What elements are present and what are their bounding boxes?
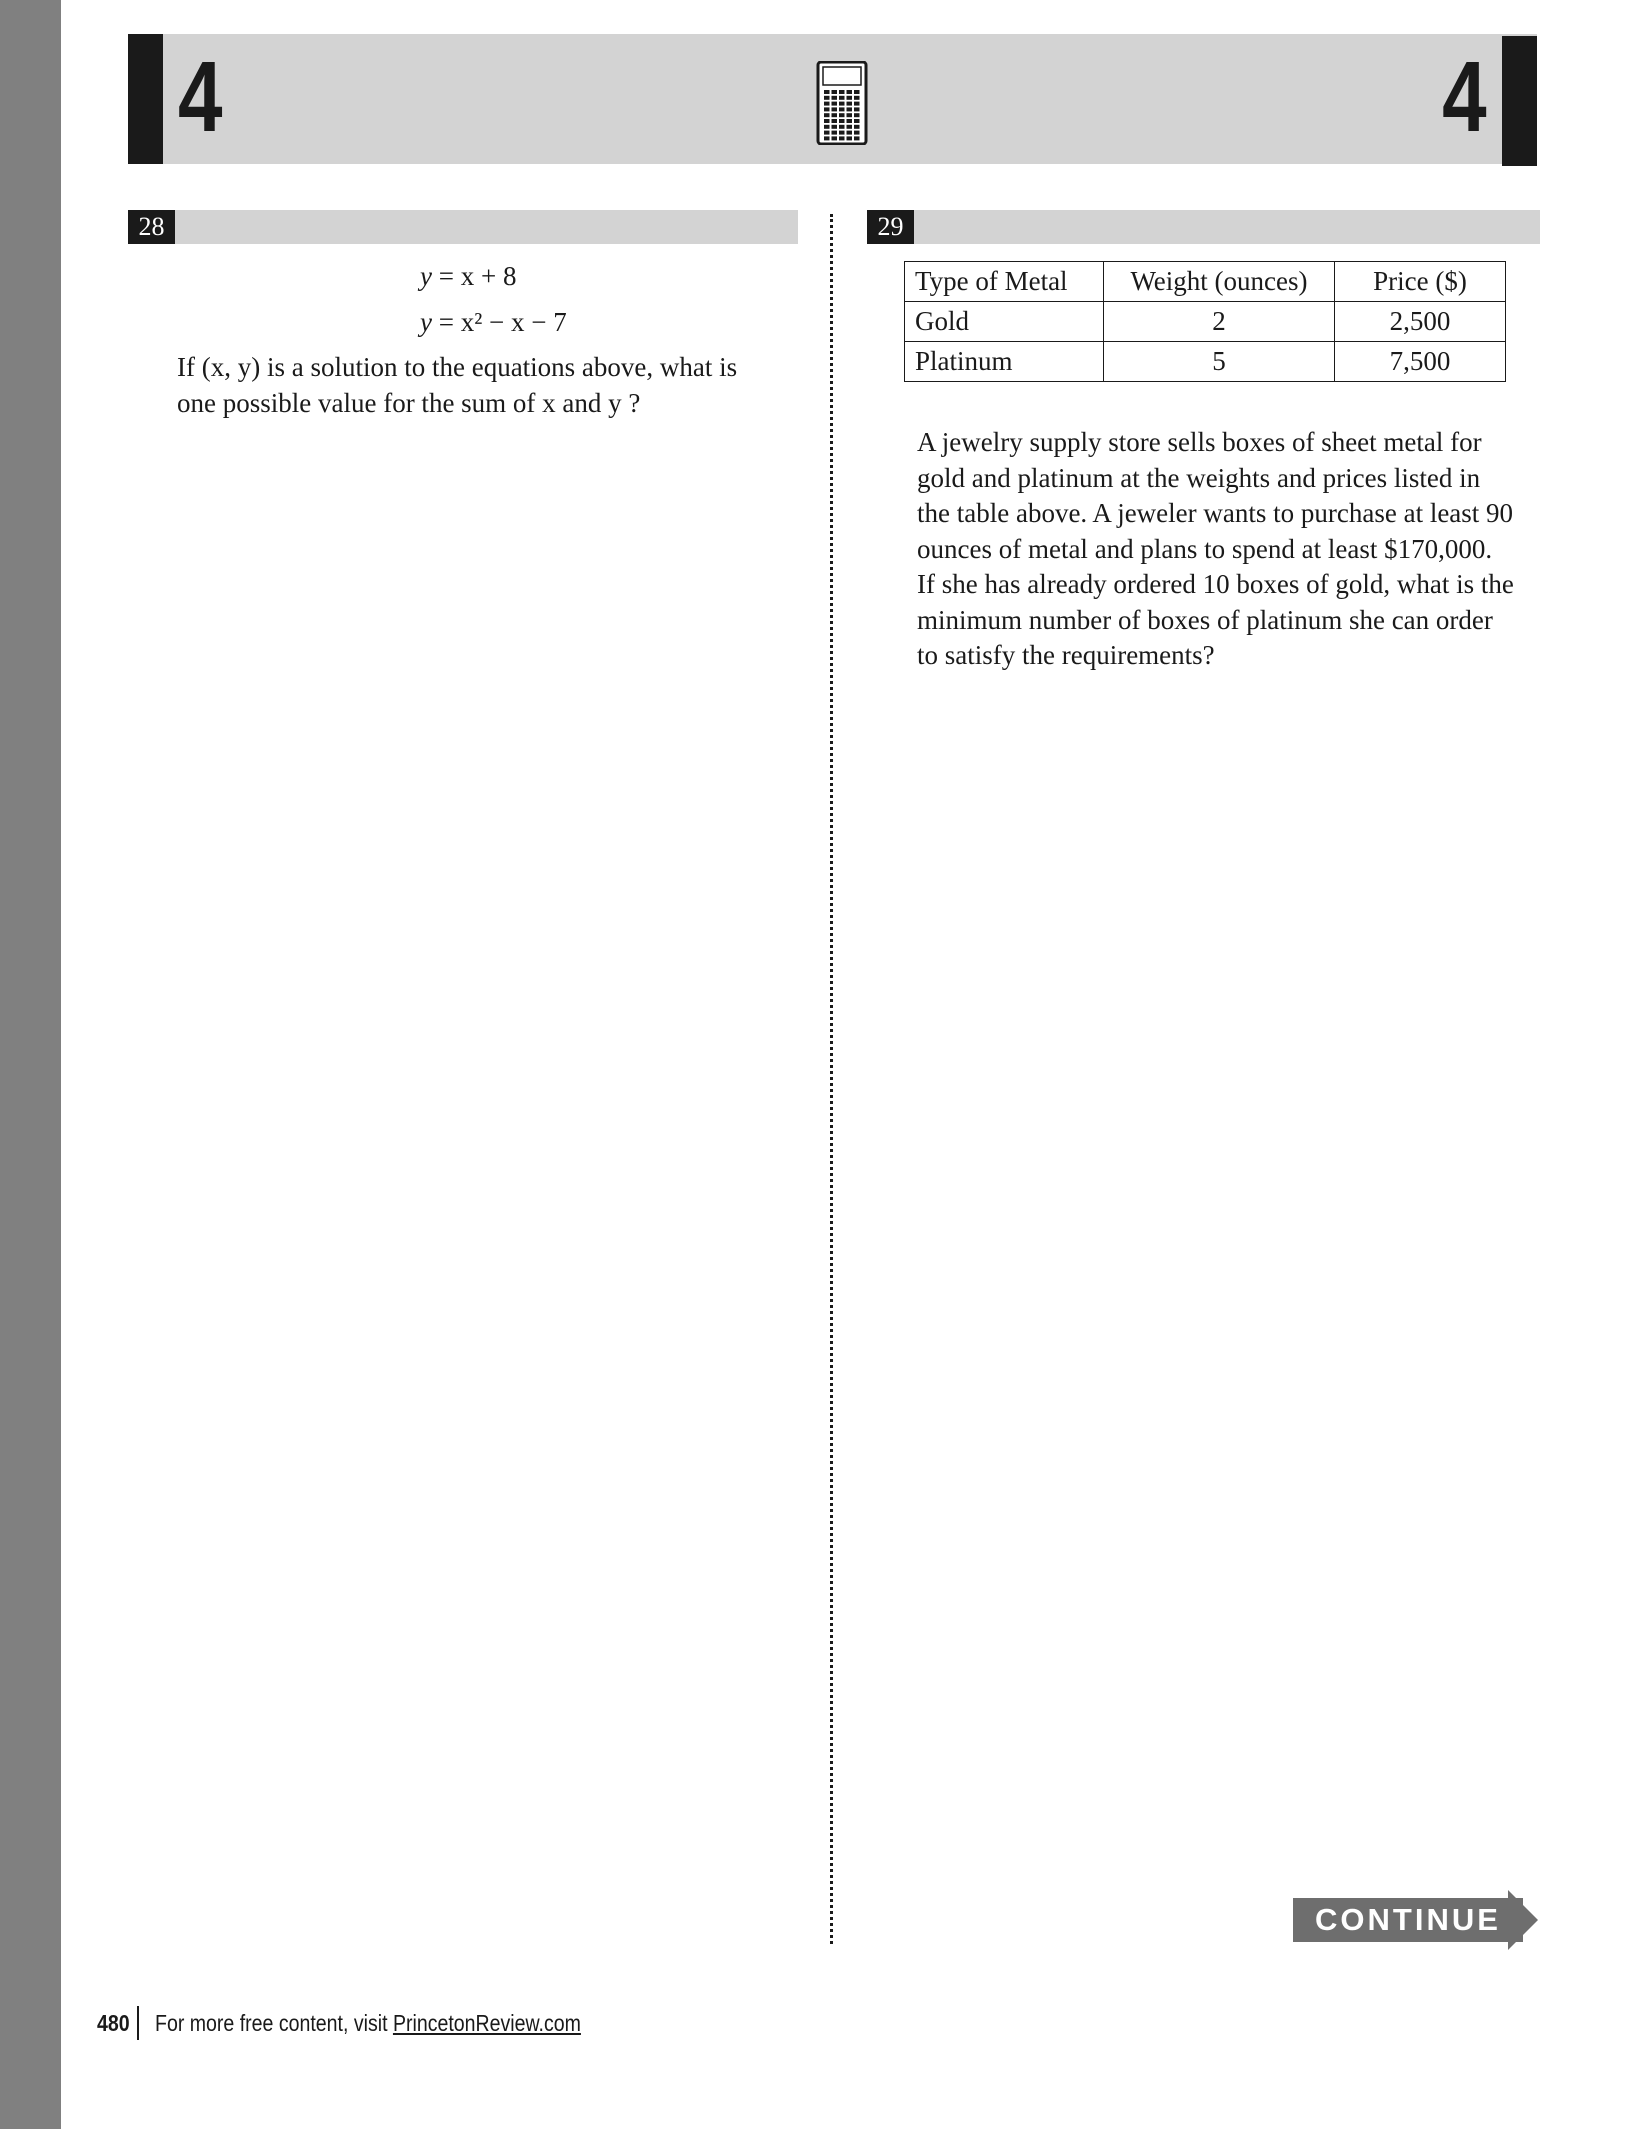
table-cell: 7,500 [1335, 342, 1506, 382]
question-28-text [177, 350, 737, 421]
question-number: 28 [128, 210, 175, 244]
page-footer [97, 2006, 656, 2040]
calculator-key [847, 107, 853, 111]
calculator-key [839, 119, 845, 123]
calculator-key [854, 119, 860, 123]
table-cell: 2 [1104, 302, 1335, 342]
text-line: If (x, y) is a solution to the equations above, what is [177, 352, 738, 382]
calculator-key [847, 131, 853, 135]
table-row [905, 342, 1506, 382]
calculator-key [832, 102, 838, 106]
metal-table [904, 261, 1506, 382]
text-line: A jewelry supply store sells boxes of sheet metal for [917, 427, 1482, 457]
calculator-key [824, 102, 830, 106]
column-header: Type of Metal [905, 262, 1104, 302]
calculator-key [824, 90, 830, 94]
table-cell: 2,500 [1335, 302, 1506, 342]
calculator-key [839, 107, 845, 111]
equation-rhs: = x² − x − 7 [438, 307, 567, 337]
page-number: 480 [97, 2010, 130, 2036]
text-line: one possible value for the sum of x and y ? [177, 387, 641, 418]
footer-separator [137, 2006, 139, 2040]
table-cell: Platinum [905, 342, 1104, 382]
calculator-key [854, 113, 860, 117]
text-line: the table above. A jeweler wants to purchase at least 90 [917, 498, 1514, 528]
footer-label: For more free content, visit [155, 2010, 393, 2036]
continue-button[interactable] [1293, 1890, 1553, 1950]
text-line: If she has already ordered 10 boxes of gold, what is the [917, 569, 1514, 599]
calculator-key [824, 125, 830, 129]
calculator-key [839, 131, 845, 135]
calculator-key [839, 136, 845, 140]
calculator-key [847, 96, 853, 100]
calculator-key [824, 131, 830, 135]
princeton-review-link[interactable]: PrincetonReview.com [392, 2010, 581, 2036]
calculator-key [847, 90, 853, 94]
section-number-left: 4 [178, 41, 223, 153]
calculator-key [832, 136, 838, 140]
column-header: Price ($) [1335, 262, 1506, 302]
text-line: gold and platinum at the weights and prices listed in [917, 462, 1481, 493]
footer-text [155, 2008, 581, 2038]
calculator-key [854, 125, 860, 129]
continue-label: CONTINUE [1293, 1898, 1523, 1942]
question-29-text [917, 425, 1514, 674]
calculator-key [824, 113, 830, 117]
calculator-key [854, 107, 860, 111]
calculator-key [839, 113, 845, 117]
question-number: 29 [867, 210, 914, 244]
column-header: Weight (ounces) [1104, 262, 1335, 302]
calculator-key [847, 136, 853, 140]
text-line: minimum number of boxes of platinum she can order [917, 604, 1493, 635]
calculator-icon [816, 61, 868, 145]
calculator-key [824, 119, 830, 123]
equation-lhs: y [420, 261, 432, 291]
calculator-key [824, 107, 830, 111]
calculator-key [847, 125, 853, 129]
calculator-key [839, 102, 845, 106]
calculator-key [832, 125, 838, 129]
equation-1 [420, 261, 516, 291]
calculator-key [847, 113, 853, 117]
question-28-bar [128, 210, 798, 244]
calculator-key [824, 96, 830, 100]
equation-2 [420, 307, 567, 337]
calculator-key [854, 136, 860, 140]
text-line: ounces of metal and plans to spend at least $170,000. [917, 533, 1493, 564]
calculator-key [832, 113, 838, 117]
calculator-key [839, 96, 845, 100]
calculator-key [854, 90, 860, 94]
calculator-key [832, 107, 838, 111]
calculator-key [854, 131, 860, 135]
calculator-key [839, 90, 845, 94]
calculator-key [847, 119, 853, 123]
equation-rhs: = x + 8 [438, 261, 517, 291]
calculator-key [854, 96, 860, 100]
calculator-key [832, 119, 838, 123]
section-header [128, 34, 1537, 164]
question-29-bar [867, 210, 1540, 244]
equation-lhs: y [420, 307, 432, 337]
table-cell: 5 [1104, 342, 1335, 382]
page-edge-bar [0, 0, 61, 2129]
table-row [905, 302, 1506, 342]
calculator-key [839, 125, 845, 129]
header-right-bar [1502, 36, 1537, 166]
calculator-key [847, 102, 853, 106]
table-header-row [905, 262, 1506, 302]
header-left-bar [128, 34, 163, 164]
calculator-key [832, 96, 838, 100]
text-line: to satisfy the requirements? [917, 640, 1215, 670]
table-cell: Gold [905, 302, 1104, 342]
calculator-key [854, 102, 860, 106]
section-number-right: 4 [1442, 41, 1487, 153]
column-divider [830, 214, 833, 1944]
calculator-key [832, 90, 838, 94]
calculator-key [832, 131, 838, 135]
calculator-key [824, 136, 830, 140]
